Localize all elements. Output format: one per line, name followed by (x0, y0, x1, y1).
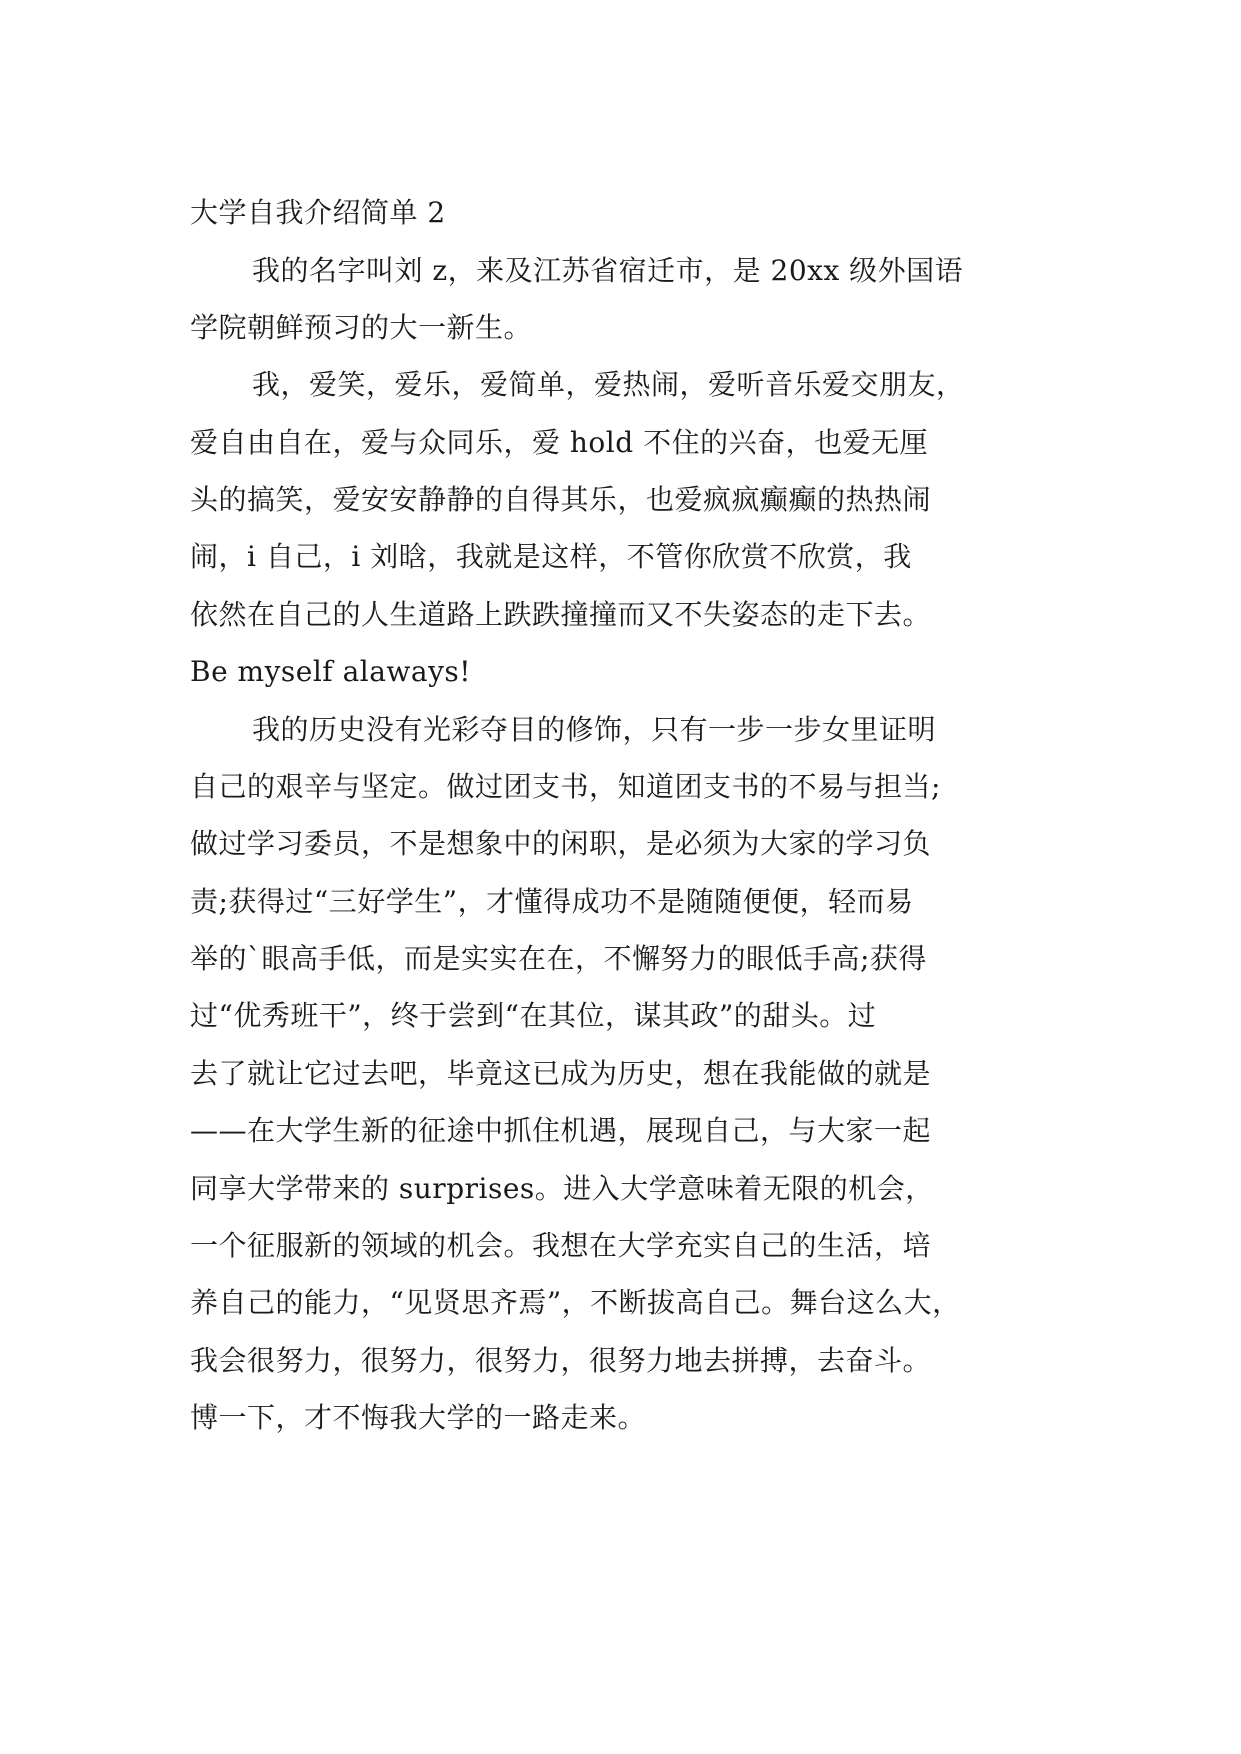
document-title: 大学自我介绍简单 2 (190, 196, 446, 229)
paragraph-line: 做过学习委员，不是想象中的闲职，是必须为大家的学习负 (190, 827, 932, 860)
paragraph-line: 我会很努力，很努力，很努力，很努力地去拼搏，去奋斗。 (190, 1344, 932, 1377)
paragraph-line: 去了就让它过去吧，毕竟这已成为历史，想在我能做的就是 (190, 1057, 932, 1090)
paragraph-line: 一个征服新的领域的机会。我想在大学充实自己的生活，培 (190, 1229, 932, 1262)
paragraph-line: 举的`眼高手低，而是实实在在，不懈努力的眼低手高;获得 (190, 942, 927, 975)
paragraph-line: Be myself alaways! (190, 655, 472, 688)
paragraph-line: 我，爱笑，爱乐，爱简单，爱热闹，爱听音乐爱交朋友， (252, 368, 965, 401)
paragraph-line: 依然在自己的人生道路上跌跌撞撞而又不失姿态的走下去。 (190, 598, 932, 631)
paragraph-line: 责;获得过“三好学生”，才懂得成功不是随随便便，轻而易 (190, 885, 914, 918)
paragraph-line: 我的历史没有光彩夺目的修饰，只有一步一步女里证明 (252, 713, 937, 746)
paragraph-line: 养自己的能力，“见贤思齐焉”，不断拔高自己。舞台这么大， (190, 1286, 961, 1319)
paragraph-line: 爱自由自在，爱与众同乐，爱 hold 不住的兴奋，也爱无厘 (190, 426, 929, 459)
paragraph-line: ——在大学生新的征途中抓住机遇，展现自己，与大家一起 (190, 1114, 932, 1147)
paragraph-line: 我的名字叫刘 z，来及江苏省宿迁市，是 20xx 级外国语 (252, 254, 964, 287)
paragraph-line: 自己的艰辛与坚定。做过团支书，知道团支书的不易与担当; (190, 770, 941, 803)
paragraph-line: 闹，i 自己，i 刘晗，我就是这样，不管你欣赏不欣赏，我 (190, 540, 912, 573)
paragraph-line: 博一下，才不悔我大学的一路走来。 (190, 1401, 647, 1434)
paragraph-line: 同享大学带来的 surprises。进入大学意味着无限的机会， (190, 1172, 934, 1205)
paragraph-line: 学院朝鲜预习的大一新生。 (190, 311, 533, 344)
paragraph-line: 过“优秀班干”，终于尝到“在其位，谋其政”的甜头。过 (190, 999, 877, 1032)
paragraph-line: 头的搞笑，爱安安静静的自得其乐，也爱疯疯癫癫的热热闹 (190, 483, 932, 516)
